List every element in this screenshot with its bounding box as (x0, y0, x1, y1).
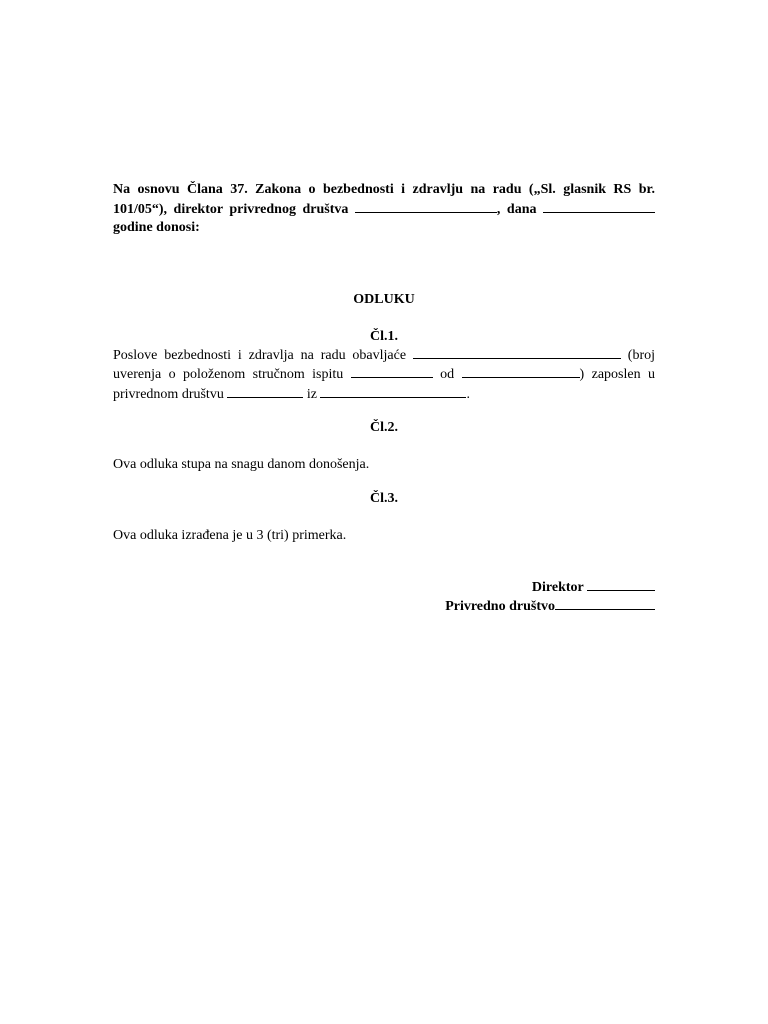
article-1-text (113, 346, 655, 405)
article-3-heading: Čl.3. (370, 490, 398, 506)
company-name-blank[interactable] (355, 200, 497, 213)
article-3-text: Ova odluka izrađena je u 3 (tri) primerka. (113, 527, 347, 543)
document-title: ODLUKU (353, 291, 415, 307)
certificate-date-blank[interactable] (462, 365, 580, 378)
intro-text-2: , dana (496, 201, 537, 217)
article-1-text-4: ) zaposlen u privrednom društvu (113, 367, 656, 402)
director-signature-blank[interactable] (587, 578, 655, 591)
company-label: Privredno društvo (445, 599, 555, 614)
intro-text-1: Na osnovu Člana 37. Zakona o bezbednosti i zdravlju na radu („Sl. glasnik RS br. 101/05“), direktor privrednog društva (113, 182, 655, 217)
article-1-heading: Čl.1. (370, 328, 398, 344)
responsible-person-blank[interactable] (413, 346, 621, 359)
intro-paragraph (113, 181, 655, 238)
certificate-number-blank[interactable] (351, 365, 433, 378)
article-2-heading: Čl.2. (370, 420, 398, 435)
employer-blank[interactable] (227, 385, 303, 398)
article-2-text: Ova odluka stupa na snagu danom donošenja. (113, 457, 370, 472)
company-signature-line (113, 597, 655, 616)
article-1-text-3: od (440, 367, 455, 382)
city-blank[interactable] (320, 385, 466, 398)
intro-text-3: godine donosi: (113, 220, 200, 235)
director-label: Direktor (531, 580, 584, 595)
article-1-text-1: Poslove bezbednosti i zdravlja na radu obavljaće (113, 347, 407, 363)
article-1-text-2: (broj uverenja o položenom stručnom ispitu (113, 347, 655, 382)
company-signature-blank[interactable] (555, 597, 655, 610)
article-1-text-6: . (466, 386, 470, 402)
director-signature-line (113, 578, 655, 597)
date-blank[interactable] (543, 200, 655, 213)
document-page (113, 181, 655, 616)
article-1-text-5: iz (306, 386, 317, 402)
